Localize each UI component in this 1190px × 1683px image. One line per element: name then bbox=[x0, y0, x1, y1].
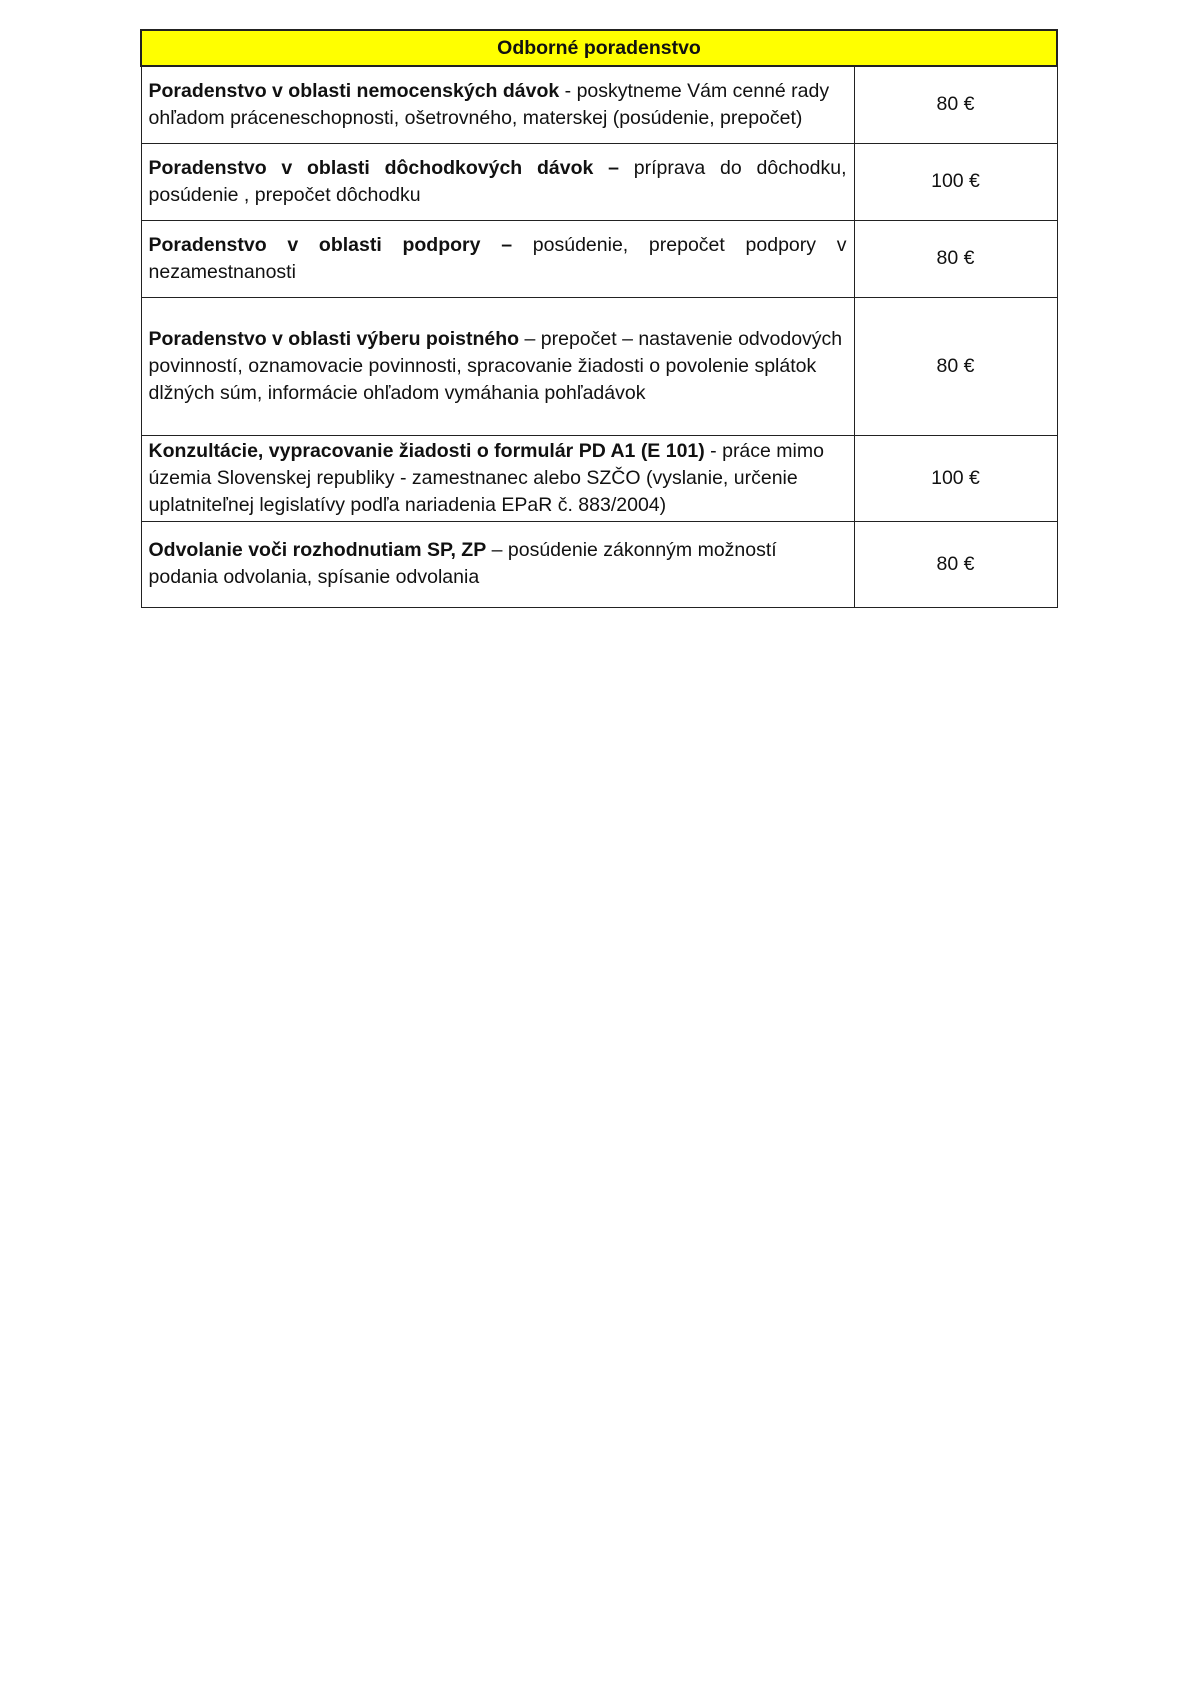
table-row bbox=[141, 220, 1057, 297]
service-description bbox=[141, 435, 854, 521]
table-row bbox=[141, 435, 1057, 521]
service-name: Konzultácie, vypracovanie žiadosti o formulár PD A1 (E 101) bbox=[148, 439, 705, 462]
service-details: posúdenie, prepočet podpory v nezamestnanosti bbox=[148, 233, 847, 283]
table-row bbox=[141, 297, 1057, 435]
table-header-row bbox=[141, 30, 1057, 66]
service-price: 80 € bbox=[854, 521, 1057, 607]
table-row bbox=[141, 143, 1057, 220]
service-name: Poradenstvo v oblasti výberu poistného bbox=[148, 327, 520, 350]
table-row bbox=[141, 66, 1057, 143]
service-name: Poradenstvo v oblasti podpory – bbox=[148, 233, 513, 256]
service-price: 80 € bbox=[854, 66, 1057, 143]
service-price: 80 € bbox=[854, 220, 1057, 297]
service-details: – posúdenie zákonným možností podania odvolania, spísanie odvolania bbox=[148, 539, 777, 588]
service-price: 100 € bbox=[854, 143, 1057, 220]
service-description bbox=[141, 143, 854, 220]
service-description bbox=[141, 521, 854, 607]
service-name: Odvolanie voči rozhodnutiam SP, ZP bbox=[148, 539, 487, 561]
service-price: 80 € bbox=[854, 297, 1057, 435]
service-details: – prepočet – nastavenie odvodových povinností, oznamovacie povinnosti, spracovanie žiadosti o povolenie splátok dlžných súm, informácie ohľadom vymáhania pohľadávok bbox=[148, 327, 843, 404]
services-price-table bbox=[140, 29, 1058, 608]
service-price: 100 € bbox=[854, 435, 1057, 521]
service-description bbox=[141, 220, 854, 297]
service-details: - práce mimo územia Slovenskej republiky - zamestnanec alebo SZČO (vyslanie, určenie uplatniteľnej legislatívy podľa nariadenia EPaR č. 883/2004) bbox=[148, 439, 824, 516]
service-details: - poskytneme Vám cenné rady ohľadom práceneschopnosti, ošetrovného, materskej (posúdenie, prepočet) bbox=[148, 79, 830, 129]
table-title: Odborné poradenstvo bbox=[141, 30, 1057, 66]
service-name: Poradenstvo v oblasti dôchodkových dávok – bbox=[148, 156, 619, 179]
service-name: Poradenstvo v oblasti nemocenských dávok bbox=[148, 79, 560, 102]
service-description bbox=[141, 297, 854, 435]
table-row bbox=[141, 521, 1057, 607]
service-description bbox=[141, 66, 854, 143]
service-details: príprava do dôchodku, posúdenie , prepočet dôchodku bbox=[148, 156, 847, 206]
